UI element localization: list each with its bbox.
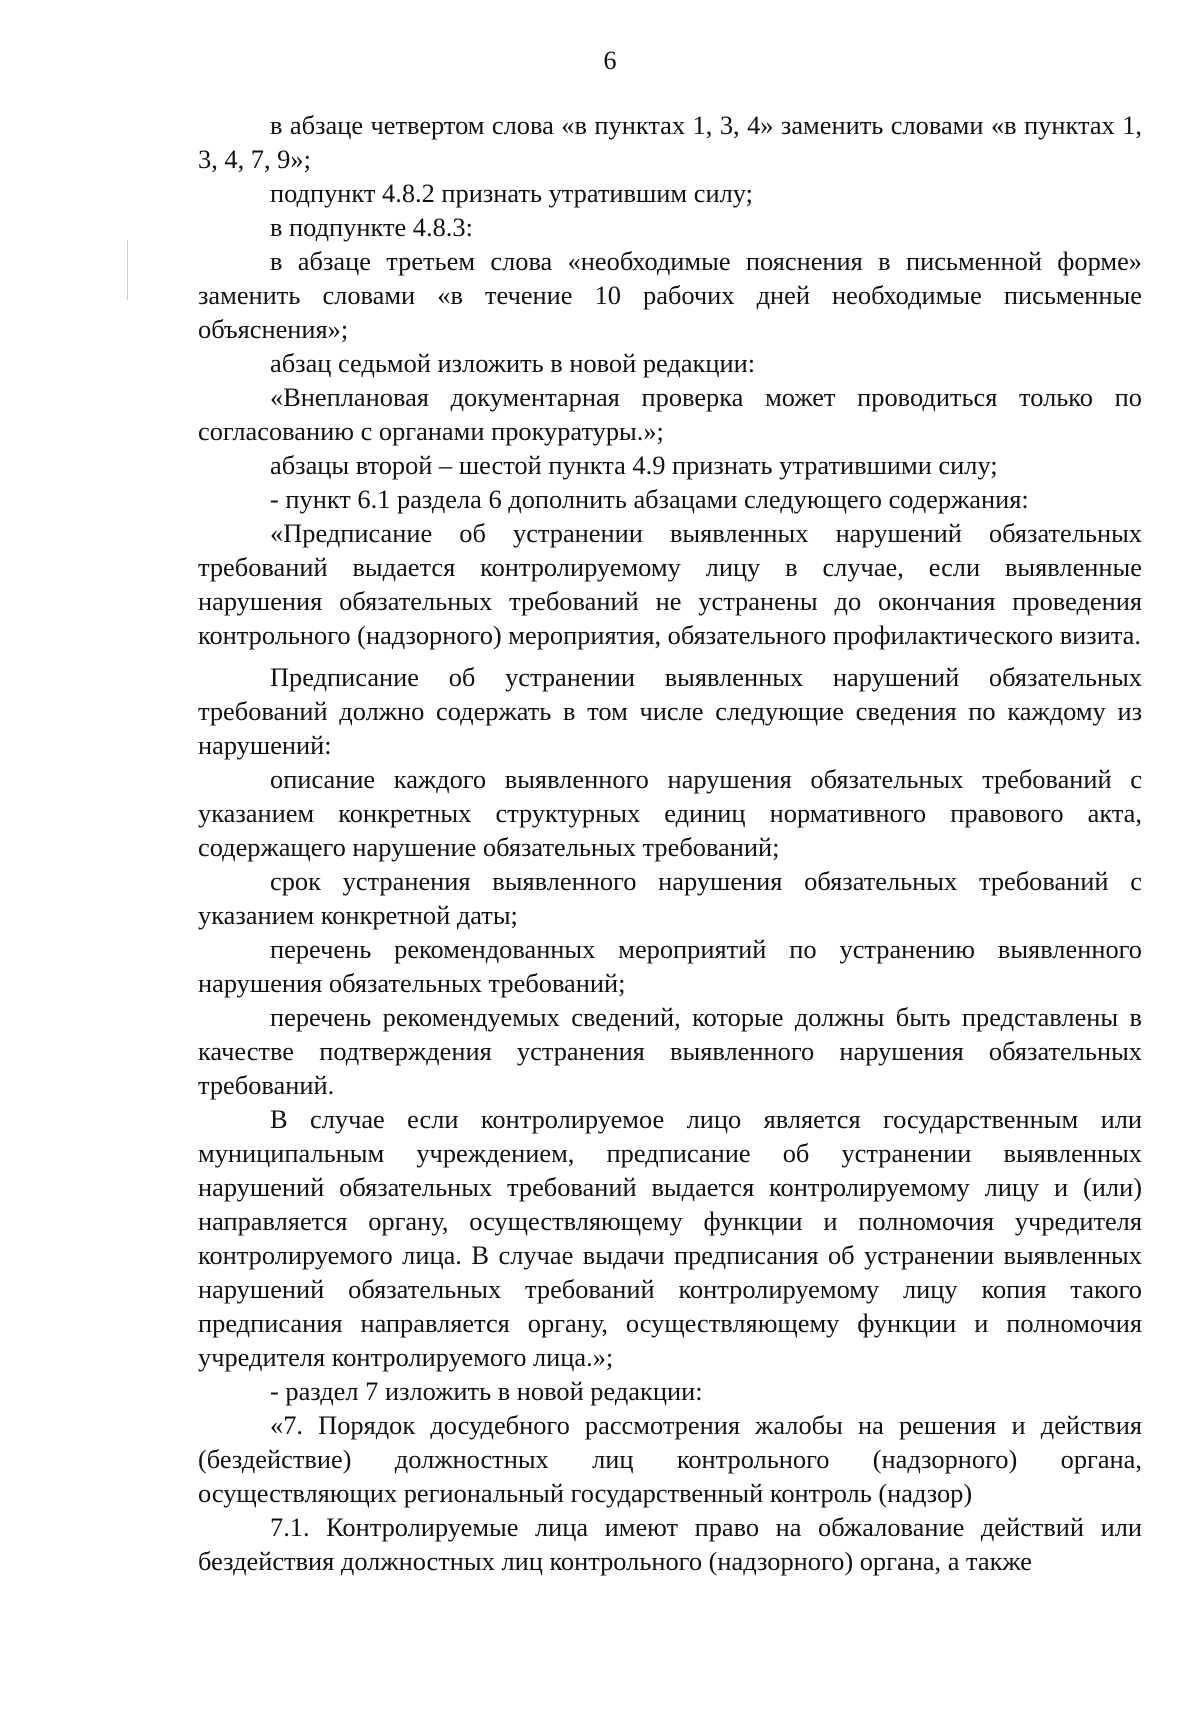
paragraph-18: 7.1. Контролируемые лица имеют право на обжалование действий или бездействия должностных лиц контрольного (надзорного) органа, а также [198, 1512, 1142, 1576]
paragraph-6: «Внеплановая документарная проверка может проводиться только по согласованию с органами прокуратуры.»; [198, 382, 1142, 446]
paragraph-4: в абзаце третьем слова «необходимые пояснения в письменной форме» заменить словами «в течение 10 рабочих дней необходимые письменные объяснения»; [198, 246, 1142, 344]
paragraph-9: «Предписание об устранении выявленных нарушений обязательных требований выдается контролируемому лицу в случае, если выявленные нарушения обязательных требований не устранены до окончания проведения контрольного (надзорного) мероприятия, обязательного профилактического визита. [198, 518, 1142, 650]
paragraph-17: «7. Порядок досудебного рассмотрения жалобы на решения и действия (бездействие) должностных лиц контрольного (надзорного) органа, осуществляющих региональный государственный контроль (надзор) [198, 1410, 1142, 1508]
scan-artifact-line [127, 240, 128, 300]
paragraph-11: описание каждого выявленного нарушения обязательных требований с указанием конкретных структурных единиц нормативного правового акта, содержащего нарушение обязательных требований; [198, 764, 1142, 862]
paragraph-16: - раздел 7 изложить в новой редакции: [270, 1376, 703, 1406]
document-body [198, 108, 1142, 1578]
paragraph-5: абзац седьмой изложить в новой редакции: [270, 348, 756, 378]
paragraph-8: - пункт 6.1 раздела 6 дополнить абзацами следующего содержания: [270, 484, 1029, 514]
paragraph-14: перечень рекомендуемых сведений, которые должны быть представлены в качестве подтверждения устранения выявленного нарушения обязательных требований. [198, 1002, 1142, 1100]
paragraph-13: перечень рекомендованных мероприятий по устранению выявленного нарушения обязательных требований; [198, 934, 1142, 998]
paragraph-12: срок устранения выявленного нарушения обязательных требований с указанием конкретной даты; [198, 866, 1142, 930]
paragraph-7: абзацы второй – шестой пункта 4.9 признать утратившими силу; [270, 450, 998, 480]
paragraph-15: В случае если контролируемое лицо является государственным или муниципальным учреждением, предписание об устранении выявленных нарушений обязательных требований выдается контролируемому лицу и (или) направляется органу, осуществляющему функции и полномочия учредителя контролируемого лица. В случае выдачи предписания об устранении выявленных нарушений обязательных требований контролируемому лицу копия такого предписания направляется органу, осуществляющему функции и полномочия учредителя контролируемого лица.»; [198, 1104, 1142, 1372]
paragraph-3: в подпункте 4.8.3: [270, 212, 473, 242]
paragraph-10: Предписание об устранении выявленных нарушений обязательных требований должно содержать в том числе следующие сведения по каждому из нарушений: [198, 662, 1142, 760]
paragraph-2: подпункт 4.8.2 признать утратившим силу; [270, 178, 753, 208]
page-number: 6 [603, 46, 617, 75]
paragraph-1: в абзаце четвертом слова «в пунктах 1, 3, 4» заменить словами «в пунктах 1, 3, 4, 7, 9»; [198, 110, 1142, 174]
